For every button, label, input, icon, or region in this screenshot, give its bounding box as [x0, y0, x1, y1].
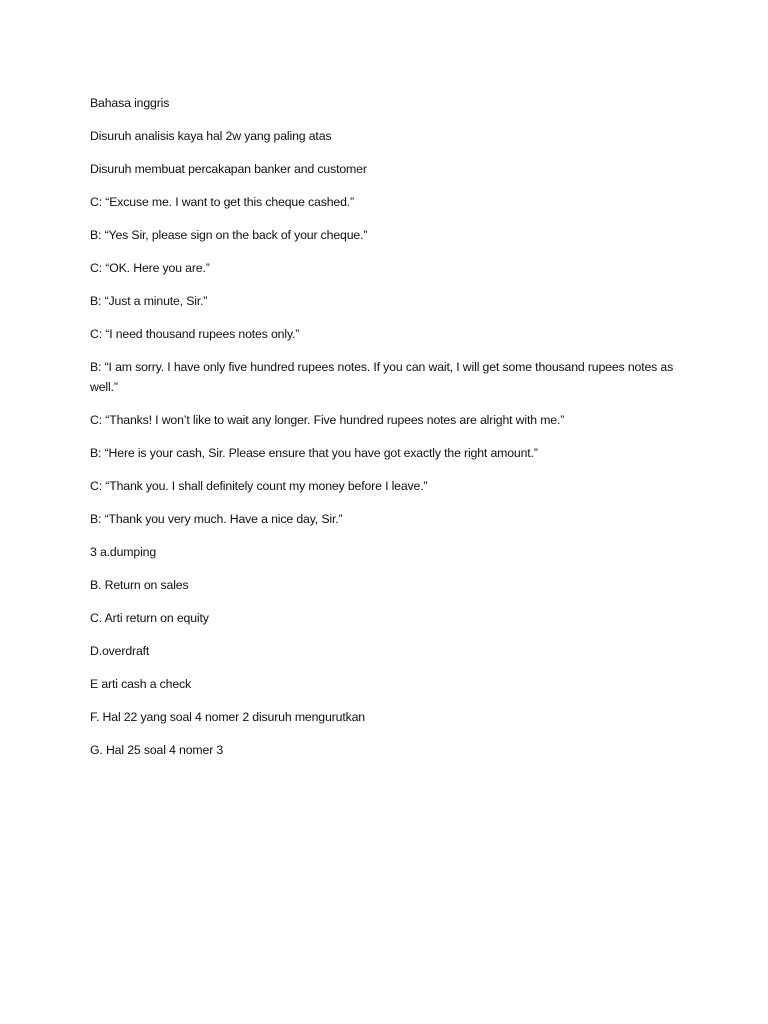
dialog-line: B: “Here is your cash, Sir. Please ensure that you have got exactly the right amount.”: [90, 446, 538, 460]
dialog-line: B: “Yes Sir, please sign on the back of your cheque.”: [90, 228, 368, 242]
dialog-line: B: “Just a minute, Sir.”: [90, 294, 208, 308]
list-item: G. Hal 25 soal 4 nomer 3: [90, 743, 224, 757]
dialog-line: B: “Thank you very much. Have a nice day, Sir.”: [90, 512, 343, 526]
list-item: B. Return on sales: [90, 578, 189, 592]
dialog-line: C: “Excuse me. I want to get this cheque cashed.”: [90, 195, 354, 209]
dialog-line: C: “I need thousand rupees notes only.”: [90, 327, 300, 341]
list-item: E arti cash a check: [90, 677, 192, 691]
document-body: [90, 93, 680, 773]
dialog-line: C: “Thanks! I won’t like to wait any longer. Five hundred rupees notes are alright with me.”: [90, 413, 565, 427]
list-item: D.overdraft: [90, 644, 150, 658]
doc-heading: Bahasa inggris: [90, 96, 170, 110]
doc-note: Disuruh analisis kaya hal 2w yang paling atas: [90, 129, 332, 143]
doc-note: Disuruh membuat percakapan banker and customer: [90, 162, 367, 176]
dialog-line: C: “Thank you. I shall definitely count my money before I leave.”: [90, 479, 428, 493]
list-item: F. Hal 22 yang soal 4 nomer 2 disuruh mengurutkan: [90, 710, 365, 724]
list-item: C. Arti return on equity: [90, 611, 209, 625]
dialog-line: C: “OK. Here you are.”: [90, 261, 210, 275]
list-item: 3 a.dumping: [90, 545, 157, 559]
dialog-line: B: “I am sorry. I have only five hundred rupees notes. If you can wait, I will get some thousand rupees notes as well.”: [90, 360, 674, 394]
